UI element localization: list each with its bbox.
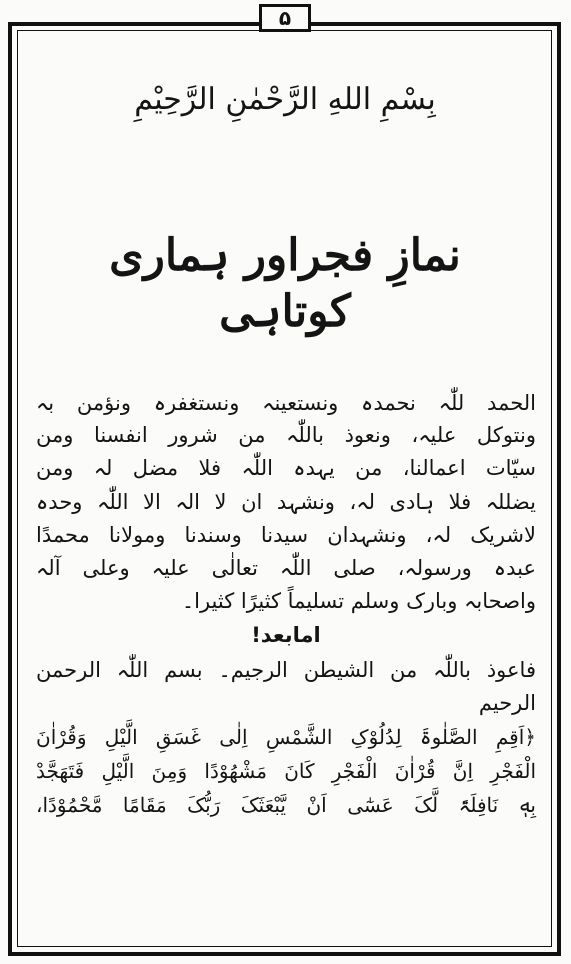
- page-title: نمازِ فجراور ہماری کوتاہی: [109, 230, 461, 337]
- quran-verse-line: الْفَجْرِ اِنَّ قُرْاٰنَ الْفَجْرِ کَانَ مَشْهُوْدًا وَمِنَ الَّیْلِ فَتَهَجَّدْ: [36, 759, 536, 783]
- body-line: یضللہ فلا ہادی لہ، ونشہد ان لا الہ الا اللّٰہ وحدہ: [36, 490, 536, 514]
- body-line: واصحابہ وبارک وسلم تسلیماً کثیرًا کثیرا۔: [181, 589, 536, 613]
- body-line: سیّات اعمالنا، من یہدہ اللّٰہ فلا مضل لہ ومن: [36, 456, 536, 480]
- body-line: ونتوکل علیہ، ونعوذ باللّٰہ من شرور انفسنا ومن: [36, 423, 536, 447]
- amma-bad-heading: امابعد!: [251, 623, 321, 647]
- body-line: لاشریک لہ، ونشہدان سیدنا وسندنا ومولانا محمدًا: [36, 523, 536, 547]
- page-number: ۵: [259, 4, 311, 32]
- quran-verse-line: بِهٖ نَافِلَۃً لَّکَ عَسٰٓی اَنْ یَّبْعَثَکَ رَبُّکَ مَقَامًا مَّحْمُوْدًا،: [36, 793, 536, 817]
- audhu-line: الرحیم: [478, 691, 536, 715]
- audhu-line: فاعوذ باللّٰہ من الشیطن الرجیم۔ بسم اللّٰہ الرحمن: [36, 658, 536, 682]
- body-line: عبدہ ورسولہ، صلی اللّٰہ تعالٰی علیہ وعلی آلہ: [36, 556, 536, 580]
- body-line: الحمد للّٰہ نحمدہ ونستعینہ ونستغفرہ ونؤمن بہ: [36, 391, 536, 415]
- bismillah-heading: بِسْمِ اللهِ الرَّحْمٰنِ الرَّحِيْمِ: [134, 82, 436, 117]
- quran-verse-line: ﴿اَقِمِ الصَّلٰوۃَ لِدُلُوْکِ الشَّمْسِ اِلٰی غَسَقِ الَّیْلِ وَقُرْاٰنَ: [36, 725, 536, 749]
